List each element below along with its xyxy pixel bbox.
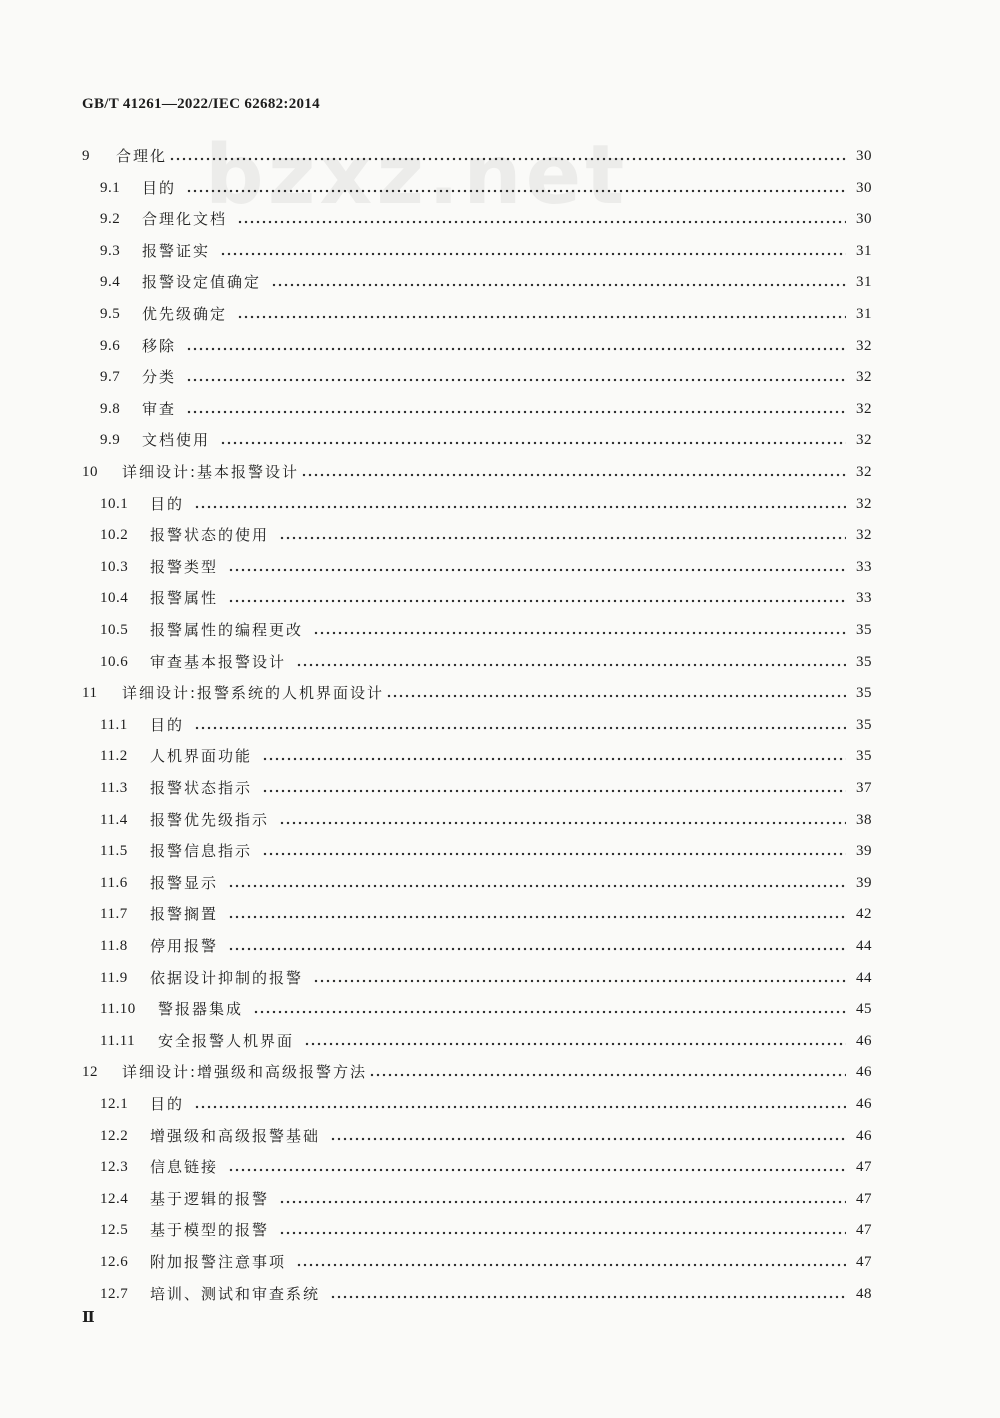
toc-entry-number: 12.4 (100, 1190, 129, 1207)
toc-entry-number: 12.2 (100, 1127, 129, 1144)
toc-entry-page: 32 (856, 527, 872, 544)
toc-entry-number: 12.6 (100, 1254, 129, 1270)
toc-entry-page: 47 (856, 1159, 872, 1176)
dot-leader (386, 681, 846, 705)
toc-entry-title: 文档使用 (142, 431, 211, 450)
toc-entry-title: 报警状态的使用 (150, 526, 270, 545)
toc-entry (0, 270, 1000, 294)
toc-entry-page: 46 (856, 1096, 872, 1112)
dot-leader (186, 334, 846, 358)
toc-entry (0, 1060, 1000, 1084)
toc-entry-title: 报警类型 (150, 557, 219, 576)
dot-leader (194, 492, 846, 516)
toc-entry-page: 46 (856, 1127, 872, 1144)
toc-entry-page: 48 (856, 1285, 872, 1302)
toc-entry (0, 460, 1000, 484)
toc-entry (0, 428, 1000, 452)
toc-entry-page: 35 (856, 622, 872, 638)
dot-leader (279, 1218, 846, 1242)
dot-leader (253, 997, 846, 1021)
toc-entry-title: 人机界面功能 (150, 747, 253, 766)
toc-entry-page: 31 (856, 242, 872, 259)
toc-entry (0, 681, 1000, 705)
dot-leader (186, 176, 846, 200)
toc-entry-number: 12.3 (100, 1159, 129, 1176)
toc-entry-page: 47 (856, 1254, 872, 1270)
toc-entry-number: 9.4 (100, 274, 121, 291)
toc-entry-page: 35 (856, 653, 872, 670)
toc-entry (0, 1155, 1000, 1179)
dot-leader (330, 1282, 846, 1306)
toc-entry-number: 12.7 (100, 1285, 129, 1302)
toc-entry-number: 11.5 (100, 843, 128, 860)
dot-leader (304, 1029, 846, 1053)
toc-entry (0, 1282, 1000, 1306)
dot-leader (228, 555, 846, 579)
dot-leader (296, 650, 846, 674)
toc-entry (0, 239, 1000, 263)
toc-entry-number: 10.6 (100, 653, 129, 670)
toc-entry-title: 报警优先级指示 (150, 810, 270, 829)
toc-entry-number: 11.11 (100, 1032, 136, 1049)
toc-entry-page: 46 (856, 1064, 872, 1081)
toc-entry-title: 目的 (142, 178, 177, 197)
toc-entry (0, 713, 1000, 737)
toc-entry-title: 信息链接 (150, 1158, 219, 1177)
toc-entry-title: 审查 (142, 399, 177, 418)
toc-entry (0, 650, 1000, 674)
dot-leader (220, 239, 846, 263)
dot-leader (194, 1092, 846, 1116)
dot-leader (194, 713, 846, 737)
toc-entry-title: 报警证实 (142, 241, 211, 260)
toc-entry-number: 10.1 (100, 495, 129, 512)
toc-entry (0, 1092, 1000, 1116)
toc-entry (0, 492, 1000, 516)
toc-entry-number: 12.5 (100, 1222, 129, 1239)
dot-leader (228, 934, 846, 958)
toc-entry-number: 12 (82, 1064, 98, 1081)
toc-entry-page: 32 (856, 400, 872, 417)
toc-entry-number: 9.1 (100, 179, 121, 196)
toc-entry-page: 45 (856, 1001, 872, 1018)
toc-entry-page: 30 (856, 211, 872, 228)
dot-leader (262, 776, 846, 800)
toc-entry-title: 合理化文档 (142, 210, 228, 229)
toc-entry-page: 32 (856, 369, 872, 386)
toc-entry (0, 1218, 1000, 1242)
toc-entry-page: 32 (856, 432, 872, 449)
toc-entry-number: 11.3 (100, 780, 128, 796)
toc-entry-title: 目的 (150, 494, 185, 513)
toc-entry-number: 10.2 (100, 527, 129, 544)
toc-entry-page: 38 (856, 811, 872, 828)
toc-entry (0, 365, 1000, 389)
toc-entry-page: 35 (856, 716, 872, 733)
toc-entry-title: 警报器集成 (158, 1000, 244, 1019)
toc-entry-page: 31 (856, 274, 872, 291)
toc-entry-title: 报警属性 (150, 589, 219, 608)
dot-leader (271, 270, 846, 294)
toc-entry-page: 39 (856, 843, 872, 860)
toc-entry-page: 47 (856, 1190, 872, 1207)
toc-entry-number: 12.1 (100, 1096, 129, 1112)
toc-entry (0, 1029, 1000, 1053)
toc-entry-page: 39 (856, 874, 872, 891)
toc-entry-page: 35 (856, 748, 872, 765)
dot-leader (313, 966, 846, 990)
toc-entry-title: 增强级和高级报警基础 (150, 1126, 321, 1145)
toc-entry-number: 11 (82, 685, 98, 702)
toc-entry (0, 1250, 1000, 1274)
dot-leader (228, 871, 846, 895)
toc-entry-number: 9.6 (100, 337, 121, 354)
toc-entry-number: 9.7 (100, 369, 121, 386)
toc-entry-page: 32 (856, 337, 872, 354)
toc-entry-page: 30 (856, 148, 872, 164)
toc-entry-page: 42 (856, 906, 872, 923)
page-marker: Ⅱ (82, 1310, 95, 1326)
toc-entry-page: 47 (856, 1222, 872, 1239)
dot-leader (296, 1250, 846, 1274)
toc-entry-page: 32 (856, 464, 872, 480)
dot-leader (369, 1060, 846, 1084)
dot-leader (228, 902, 846, 926)
toc-entry-title: 报警状态指示 (150, 779, 253, 797)
toc-entry-title: 报警显示 (150, 873, 219, 892)
toc-entry-number: 9.3 (100, 242, 121, 259)
toc-entry-title: 基于逻辑的报警 (150, 1189, 270, 1208)
toc-entry-title: 目的 (150, 1095, 185, 1113)
dot-leader (330, 1124, 846, 1148)
toc-entry-number: 11.10 (100, 1001, 136, 1018)
toc-entry-page: 33 (856, 558, 872, 575)
dot-leader (301, 460, 846, 484)
toc-entry (0, 966, 1000, 990)
dot-leader (228, 586, 846, 610)
dot-leader (186, 365, 846, 389)
toc-entry-page: 46 (856, 1032, 872, 1049)
toc-entry-number: 10.3 (100, 558, 129, 575)
toc-entry (0, 397, 1000, 421)
dot-leader (237, 302, 846, 326)
dot-leader (262, 839, 846, 863)
toc-entry-title: 基于模型的报警 (150, 1221, 270, 1240)
toc-entry-title: 分类 (142, 368, 177, 387)
toc-entry (0, 302, 1000, 326)
toc-entry-title: 培训、测试和审查系统 (150, 1284, 321, 1303)
toc-entry-number: 9.5 (100, 306, 121, 322)
dot-leader (228, 1155, 846, 1179)
toc-entry-title: 合理化 (116, 147, 168, 165)
toc-entry-title: 详细设计:增强级和高级报警方法 (122, 1063, 368, 1082)
toc-entry (0, 871, 1000, 895)
toc-entry-number: 10.4 (100, 590, 129, 607)
toc-entry-title: 优先级确定 (142, 305, 228, 323)
toc-entry (0, 555, 1000, 579)
dot-leader (279, 523, 846, 547)
toc-entry (0, 808, 1000, 832)
toc-entry (0, 334, 1000, 358)
toc-entry-number: 10 (82, 464, 98, 480)
toc-entry-title: 详细设计:报警系统的人机界面设计 (122, 684, 385, 703)
toc-entry-number: 11.7 (100, 906, 128, 923)
toc-entry-title: 报警信息指示 (150, 842, 253, 861)
toc-entry (0, 776, 1000, 800)
toc-entry (0, 618, 1000, 642)
toc-entry (0, 207, 1000, 231)
toc-entry-page: 44 (856, 938, 872, 954)
toc-entry (0, 523, 1000, 547)
dot-leader (220, 428, 846, 452)
toc-entry-title: 审查基本报警设计 (150, 652, 287, 671)
toc-entry (0, 1124, 1000, 1148)
toc-entry-title: 目的 (150, 715, 185, 734)
toc-entry-number: 9 (82, 148, 90, 164)
toc-entry-number: 11.2 (100, 748, 128, 765)
toc-entry-title: 附加报警注意事项 (150, 1253, 287, 1271)
toc-entry-page: 33 (856, 590, 872, 607)
toc-entry-page: 37 (856, 780, 872, 796)
toc-entry-title: 依据设计抑制的报警 (150, 968, 304, 987)
dot-leader (279, 808, 846, 832)
dot-leader (186, 397, 846, 421)
toc-entry (0, 176, 1000, 200)
toc-entry-title: 报警设定值确定 (142, 273, 262, 292)
toc-entry-page: 30 (856, 179, 872, 196)
toc-entry-number: 11.4 (100, 811, 128, 828)
dot-leader (279, 1187, 846, 1211)
toc-entry-number: 10.5 (100, 622, 129, 638)
toc-entry-title: 报警属性的编程更改 (150, 621, 304, 639)
toc-entry (0, 1187, 1000, 1211)
toc-entry-number: 9.9 (100, 432, 121, 449)
toc-entry (0, 144, 1000, 168)
toc-entry-title: 停用报警 (150, 937, 219, 955)
toc-entry (0, 934, 1000, 958)
toc-entry (0, 744, 1000, 768)
dot-leader (169, 144, 846, 168)
toc-entry (0, 839, 1000, 863)
toc-entry-number: 11.9 (100, 969, 128, 986)
toc-entry-number: 11.8 (100, 938, 128, 954)
toc-entry-number: 9.2 (100, 211, 121, 228)
standard-code-header: GB/T 41261—2022/IEC 62682:2014 (82, 96, 320, 112)
dot-leader (237, 207, 846, 231)
toc-entry (0, 997, 1000, 1021)
toc-entry-title: 报警搁置 (150, 905, 219, 924)
toc-entry-title: 详细设计:基本报警设计 (122, 463, 300, 481)
toc-entry-number: 9.8 (100, 400, 121, 417)
toc-entry-number: 11.6 (100, 874, 128, 891)
toc-entry-title: 安全报警人机界面 (158, 1031, 295, 1050)
toc-entry-page: 32 (856, 495, 872, 512)
dot-leader (262, 744, 846, 768)
toc-entry-page: 31 (856, 306, 872, 322)
toc-entry (0, 902, 1000, 926)
toc-entry-page: 35 (856, 685, 872, 702)
toc-entry-page: 44 (856, 969, 872, 986)
toc-entry-number: 11.1 (100, 716, 128, 733)
toc-entry-title: 移除 (142, 336, 177, 355)
toc-entry (0, 586, 1000, 610)
dot-leader (313, 618, 846, 642)
